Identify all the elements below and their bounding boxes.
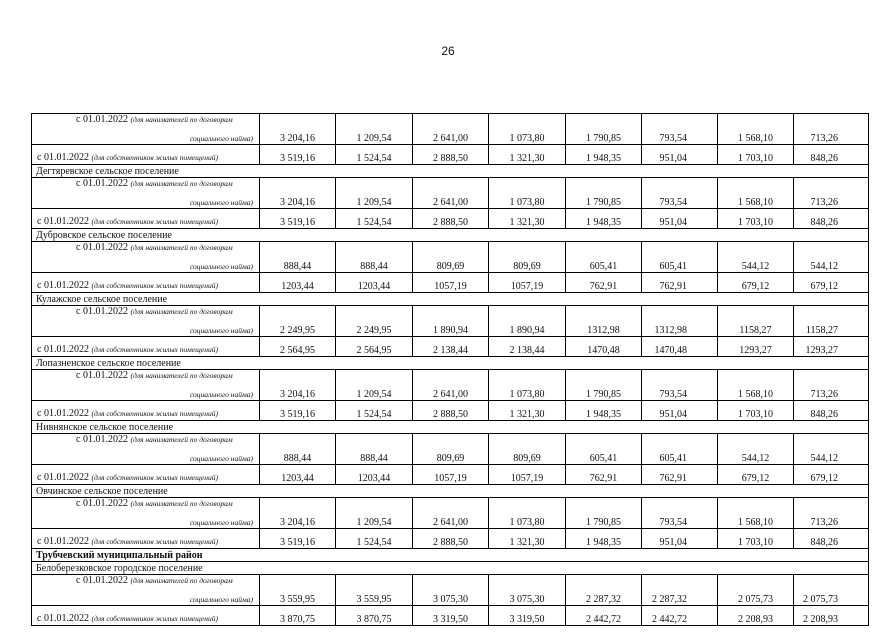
owners-tariff-row (32, 465, 869, 485)
owners-note: (для собственников жилых помещений) (91, 614, 218, 623)
tariff-value-col-1: 3 559,95 (260, 575, 336, 606)
tariff-value-col-6: 951,04 (642, 145, 718, 165)
tariff-value-col-6: 605,41 (642, 434, 718, 465)
tariff-value-col-5: 605,41 (566, 434, 642, 465)
tariff-value-col-2: 1203,44 (336, 273, 413, 293)
label-line-1 (76, 242, 233, 253)
date-prefix: с 01.01.2022 (37, 280, 89, 291)
tariff-value-col-8: 544,12 (794, 242, 869, 273)
tariff-value-col-2: 1 524,54 (336, 529, 413, 549)
tariff-value-col-1: 3 519,16 (260, 209, 336, 229)
label-line (37, 216, 218, 227)
tariff-value-col-3: 2 888,50 (413, 209, 489, 229)
row-label (32, 114, 260, 145)
tariff-value-col-5: 1 790,85 (566, 178, 642, 209)
tariff-value-col-7: 1 568,10 (718, 178, 794, 209)
tariff-value-col-5: 762,91 (566, 465, 642, 485)
tariff-value-col-3: 809,69 (413, 242, 489, 273)
tenants-note: (для нанимателей по договорам (130, 499, 233, 508)
section-row (32, 229, 869, 242)
row-label (32, 498, 260, 529)
tariff-value-col-5: 2 287,32 (566, 575, 642, 606)
tariff-value-col-7: 1 703,10 (718, 145, 794, 165)
tariff-value-col-5: 1 948,35 (566, 209, 642, 229)
tenants-note-line-2: социального найма) (189, 454, 253, 463)
tariff-value-col-2: 1 524,54 (336, 145, 413, 165)
row-label (32, 434, 260, 465)
tariff-value-col-2: 888,44 (336, 434, 413, 465)
tariff-value-col-5: 605,41 (566, 242, 642, 273)
date-prefix: с 01.01.2022 (76, 242, 128, 253)
district-row (32, 549, 869, 562)
section-row (32, 293, 869, 306)
tenants-note: (для нанимателей по договорам (130, 307, 233, 316)
tariff-value-col-8: 848,26 (794, 145, 869, 165)
tariff-value-col-5: 1 948,35 (566, 145, 642, 165)
tariff-value-col-6: 793,54 (642, 370, 718, 401)
label-line (37, 344, 218, 355)
section-title: Кулажское сельское поселение (32, 293, 869, 306)
tariff-value-col-8: 848,26 (794, 401, 869, 421)
tariff-value-col-7: 2 075,73 (718, 575, 794, 606)
tariff-value-col-6: 793,54 (642, 114, 718, 145)
date-prefix: с 01.01.2022 (37, 344, 89, 355)
tariff-value-col-3: 2 641,00 (413, 114, 489, 145)
label-line (37, 613, 218, 624)
section-row (32, 357, 869, 370)
label-line (37, 472, 218, 483)
tariff-value-col-1: 3 204,16 (260, 178, 336, 209)
tariff-value-col-7: 679,12 (718, 465, 794, 485)
tariff-value-col-1: 3 519,16 (260, 145, 336, 165)
tariff-value-col-6: 2 287,32 (642, 575, 718, 606)
tariff-value-col-1: 1203,44 (260, 273, 336, 293)
tariff-value-col-3: 2 641,00 (413, 370, 489, 401)
tariff-value-col-6: 793,54 (642, 178, 718, 209)
tariff-value-col-6: 605,41 (642, 242, 718, 273)
row-label (32, 401, 260, 421)
row-label (32, 370, 260, 401)
section-title: Дубровское сельское поселение (32, 229, 869, 242)
tariff-value-col-4: 1 321,30 (489, 209, 566, 229)
tariff-value-col-4: 1 890,94 (489, 306, 566, 337)
tariff-value-col-1: 888,44 (260, 434, 336, 465)
label-line-1 (76, 114, 233, 125)
tariff-value-col-6: 951,04 (642, 529, 718, 549)
tariff-value-col-6: 793,54 (642, 498, 718, 529)
tenants-tariff-row (32, 242, 869, 273)
row-label (32, 178, 260, 209)
tariff-value-col-7: 1 568,10 (718, 498, 794, 529)
section-title: Белоберезковское городское поселение (32, 562, 869, 575)
label-line-1 (76, 575, 233, 586)
tenants-note: (для нанимателей по договорам (130, 179, 233, 188)
tenants-note-line-2: социального найма) (189, 262, 253, 271)
date-prefix: с 01.01.2022 (76, 114, 128, 125)
date-prefix: с 01.01.2022 (37, 536, 89, 547)
owners-tariff-row (32, 529, 869, 549)
tariff-value-col-1: 3 519,16 (260, 401, 336, 421)
tenants-note-line-2: социального найма) (189, 134, 253, 143)
label-line (37, 536, 218, 547)
tariff-value-col-2: 1 209,54 (336, 370, 413, 401)
date-prefix: с 01.01.2022 (37, 216, 89, 227)
tariff-value-col-3: 2 888,50 (413, 529, 489, 549)
owners-note: (для собственников жилых помещений) (91, 473, 218, 482)
tariff-value-col-7: 1 703,10 (718, 529, 794, 549)
tariff-value-col-5: 1 948,35 (566, 401, 642, 421)
label-line (37, 152, 218, 163)
tariff-value-col-5: 1470,48 (566, 337, 642, 357)
tariff-value-col-5: 1 790,85 (566, 114, 642, 145)
date-prefix: с 01.01.2022 (76, 370, 128, 381)
owners-tariff-row (32, 209, 869, 229)
row-label (32, 465, 260, 485)
tariff-value-col-3: 809,69 (413, 434, 489, 465)
label-line (37, 280, 218, 291)
tariff-value-col-7: 1293,27 (718, 337, 794, 357)
tariff-table (31, 113, 869, 626)
owners-note: (для собственников жилых помещений) (91, 409, 218, 418)
label-line-1 (76, 370, 233, 381)
tariff-value-col-3: 2 641,00 (413, 178, 489, 209)
tariff-value-col-8: 713,26 (794, 178, 869, 209)
tariff-value-col-3: 2 641,00 (413, 498, 489, 529)
owners-tariff-row (32, 606, 869, 626)
tariff-value-col-8: 1158,27 (794, 306, 869, 337)
tariff-value-col-4: 2 138,44 (489, 337, 566, 357)
label-line-1 (76, 306, 233, 317)
tariff-value-col-8: 2 075,73 (794, 575, 869, 606)
tariff-value-col-8: 848,26 (794, 209, 869, 229)
tariff-value-col-4: 1 321,30 (489, 529, 566, 549)
tariff-value-col-2: 2 564,95 (336, 337, 413, 357)
tariff-value-col-7: 544,12 (718, 242, 794, 273)
row-label (32, 575, 260, 606)
tenants-note-line-2: социального найма) (189, 390, 253, 399)
tariff-value-col-2: 1 524,54 (336, 209, 413, 229)
tariff-value-col-3: 1057,19 (413, 465, 489, 485)
tariff-value-col-1: 3 519,16 (260, 529, 336, 549)
tariff-value-col-4: 1 073,80 (489, 114, 566, 145)
tariff-value-col-4: 1 321,30 (489, 401, 566, 421)
row-label (32, 306, 260, 337)
tariff-value-col-4: 1057,19 (489, 465, 566, 485)
tariff-value-col-7: 1 703,10 (718, 401, 794, 421)
tariff-value-col-6: 2 442,72 (642, 606, 718, 626)
tariff-value-col-2: 1 524,54 (336, 401, 413, 421)
row-label (32, 242, 260, 273)
owners-tariff-row (32, 273, 869, 293)
tariff-value-col-1: 888,44 (260, 242, 336, 273)
tariff-value-col-5: 1 790,85 (566, 498, 642, 529)
tariff-value-col-2: 3 870,75 (336, 606, 413, 626)
tenants-tariff-row (32, 178, 869, 209)
tariff-value-col-6: 762,91 (642, 273, 718, 293)
tariff-value-col-5: 2 442,72 (566, 606, 642, 626)
tariff-value-col-3: 2 888,50 (413, 401, 489, 421)
tariff-value-col-8: 848,26 (794, 529, 869, 549)
tenants-note-line-2: социального найма) (189, 326, 253, 335)
tariff-value-col-2: 1 209,54 (336, 178, 413, 209)
owners-note: (для собственников жилых помещений) (91, 281, 218, 290)
row-label (32, 209, 260, 229)
district-title: Трубчевский муниципальный район (32, 549, 869, 562)
tariff-value-col-7: 679,12 (718, 273, 794, 293)
date-prefix: с 01.01.2022 (76, 498, 128, 509)
date-prefix: с 01.01.2022 (76, 306, 128, 317)
tariff-value-col-5: 1312,98 (566, 306, 642, 337)
tariff-value-col-3: 1 890,94 (413, 306, 489, 337)
tariff-value-col-7: 2 208,93 (718, 606, 794, 626)
tariff-value-col-8: 713,26 (794, 370, 869, 401)
tariff-value-col-3: 3 319,50 (413, 606, 489, 626)
tenants-tariff-row (32, 575, 869, 606)
tariff-value-col-3: 1057,19 (413, 273, 489, 293)
tariff-value-col-2: 2 249,95 (336, 306, 413, 337)
date-prefix: с 01.01.2022 (76, 575, 128, 586)
tariff-value-col-7: 1 703,10 (718, 209, 794, 229)
owners-tariff-row (32, 337, 869, 357)
date-prefix: с 01.01.2022 (37, 472, 89, 483)
tenants-tariff-row (32, 434, 869, 465)
tariff-value-col-5: 1 790,85 (566, 370, 642, 401)
tariff-value-col-3: 3 075,30 (413, 575, 489, 606)
row-label (32, 529, 260, 549)
date-prefix: с 01.01.2022 (37, 152, 89, 163)
tenants-note: (для нанимателей по договорам (130, 576, 233, 585)
tariff-value-col-8: 679,12 (794, 465, 869, 485)
tariff-value-col-4: 809,69 (489, 242, 566, 273)
tariff-value-col-8: 713,26 (794, 498, 869, 529)
row-label (32, 606, 260, 626)
tariff-value-col-8: 544,12 (794, 434, 869, 465)
tenants-tariff-row (32, 114, 869, 145)
row-label (32, 145, 260, 165)
tariff-value-col-1: 1203,44 (260, 465, 336, 485)
label-line-1 (76, 498, 233, 509)
tenants-tariff-row (32, 370, 869, 401)
tariff-value-col-8: 713,26 (794, 114, 869, 145)
tariff-value-col-6: 951,04 (642, 401, 718, 421)
tariff-value-col-1: 3 204,16 (260, 370, 336, 401)
tariff-value-col-1: 2 249,95 (260, 306, 336, 337)
tariff-value-col-5: 762,91 (566, 273, 642, 293)
tariff-value-col-7: 1158,27 (718, 306, 794, 337)
date-prefix: с 01.01.2022 (37, 408, 89, 419)
label-line-1 (76, 434, 233, 445)
owners-note: (для собственников жилых помещений) (91, 217, 218, 226)
tariff-value-col-4: 1 321,30 (489, 145, 566, 165)
owners-note: (для собственников жилых помещений) (91, 153, 218, 162)
tariff-value-col-5: 1 948,35 (566, 529, 642, 549)
tariff-value-col-4: 3 319,50 (489, 606, 566, 626)
tariff-value-col-2: 888,44 (336, 242, 413, 273)
section-title: Дегтяревское сельское поселение (32, 165, 869, 178)
date-prefix: с 01.01.2022 (37, 613, 89, 624)
tariff-value-col-4: 3 075,30 (489, 575, 566, 606)
tariff-value-col-8: 1293,27 (794, 337, 869, 357)
tariff-value-col-2: 1 209,54 (336, 498, 413, 529)
section-row (32, 562, 869, 575)
section-title: Нивнянское сельское поселение (32, 421, 869, 434)
owners-note: (для собственников жилых помещений) (91, 345, 218, 354)
section-row (32, 485, 869, 498)
tariff-value-col-1: 3 204,16 (260, 498, 336, 529)
tariff-value-col-4: 1 073,80 (489, 370, 566, 401)
tariff-value-col-6: 1470,48 (642, 337, 718, 357)
row-label (32, 337, 260, 357)
tenants-note: (для нанимателей по договорам (130, 243, 233, 252)
tariff-value-col-4: 809,69 (489, 434, 566, 465)
section-row (32, 421, 869, 434)
tariff-value-col-6: 951,04 (642, 209, 718, 229)
tariff-value-col-7: 544,12 (718, 434, 794, 465)
tenants-note: (для нанимателей по договорам (130, 435, 233, 444)
tenants-note-line-2: социального найма) (189, 518, 253, 527)
tenants-tariff-row (32, 498, 869, 529)
date-prefix: с 01.01.2022 (76, 434, 128, 445)
tenants-tariff-row (32, 306, 869, 337)
tenants-note-line-2: социального найма) (189, 595, 253, 604)
tariff-value-col-7: 1 568,10 (718, 114, 794, 145)
tariff-value-col-6: 762,91 (642, 465, 718, 485)
section-row (32, 165, 869, 178)
row-label (32, 273, 260, 293)
tenants-note: (для нанимателей по договорам (130, 115, 233, 124)
date-prefix: с 01.01.2022 (76, 178, 128, 189)
tariff-value-col-8: 2 208,93 (794, 606, 869, 626)
tariff-value-col-7: 1 568,10 (718, 370, 794, 401)
tenants-note-line-2: социального найма) (189, 198, 253, 207)
page-number: 26 (441, 44, 455, 58)
tariff-value-col-8: 679,12 (794, 273, 869, 293)
section-title: Овчинское сельское поселение (32, 485, 869, 498)
tariff-value-col-1: 3 204,16 (260, 114, 336, 145)
tenants-note: (для нанимателей по договорам (130, 371, 233, 380)
tariff-value-col-2: 1 209,54 (336, 114, 413, 145)
tariff-value-col-4: 1057,19 (489, 273, 566, 293)
tariff-value-col-3: 2 888,50 (413, 145, 489, 165)
tariff-value-col-2: 1203,44 (336, 465, 413, 485)
tariff-value-col-1: 3 870,75 (260, 606, 336, 626)
tariff-value-col-1: 2 564,95 (260, 337, 336, 357)
owners-note: (для собственников жилых помещений) (91, 537, 218, 546)
tariff-value-col-4: 1 073,80 (489, 178, 566, 209)
tariff-value-col-6: 1312,98 (642, 306, 718, 337)
tariff-value-col-3: 2 138,44 (413, 337, 489, 357)
label-line-1 (76, 178, 233, 189)
tariff-value-col-4: 1 073,80 (489, 498, 566, 529)
owners-tariff-row (32, 401, 869, 421)
section-title: Лопазненское сельское поселение (32, 357, 869, 370)
owners-tariff-row (32, 145, 869, 165)
label-line (37, 408, 218, 419)
tariff-value-col-2: 3 559,95 (336, 575, 413, 606)
